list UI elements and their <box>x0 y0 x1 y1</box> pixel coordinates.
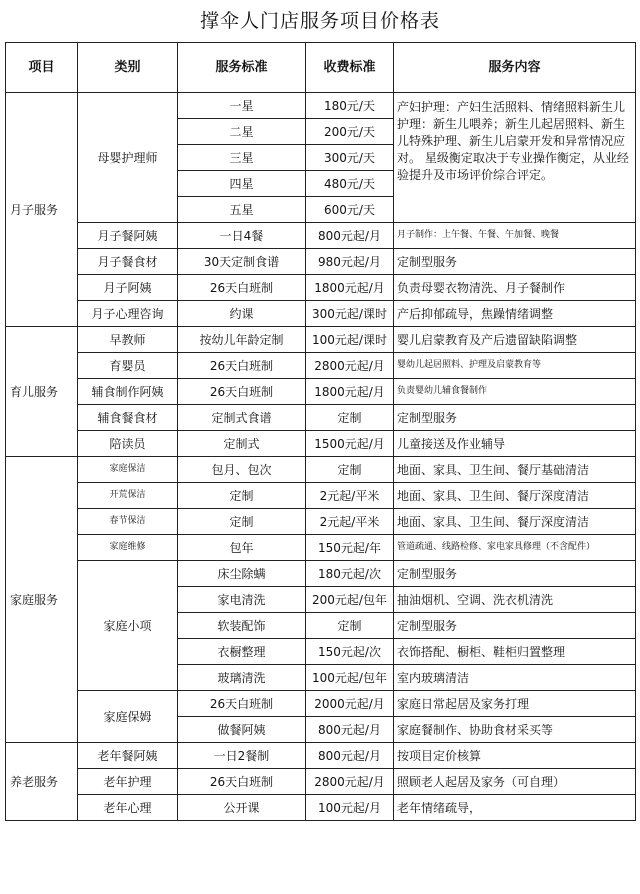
fee-cell: 800元起/月 <box>306 717 394 743</box>
content-cell: 负责婴幼儿辅食餐制作 <box>394 379 636 405</box>
category-cell: 家庭小项 <box>78 561 178 691</box>
content-cell: 定制型服务 <box>394 613 636 639</box>
table-row <box>6 509 636 535</box>
standard-cell: 一星 <box>178 93 306 119</box>
category-cell: 老年护理 <box>78 769 178 795</box>
standard-cell: 软装配饰 <box>178 613 306 639</box>
standard-cell: 26天白班制 <box>178 353 306 379</box>
category-cell: 家庭维修 <box>78 535 178 561</box>
standard-cell: 定制 <box>178 509 306 535</box>
fee-cell: 100元起/课时 <box>306 327 394 353</box>
category-cell: 陪读员 <box>78 431 178 457</box>
fee-cell: 2800元起/月 <box>306 769 394 795</box>
content-cell: 儿童接送及作业辅导 <box>394 431 636 457</box>
fee-cell: 定制 <box>306 613 394 639</box>
table-row <box>6 249 636 275</box>
content-cell: 抽油烟机、空调、洗衣机清洗 <box>394 587 636 613</box>
table-row <box>6 223 636 249</box>
fee-cell: 600元/天 <box>306 197 394 223</box>
content-cell: 照顾老人起居及家务（可自理） <box>394 769 636 795</box>
table-row <box>6 743 636 769</box>
content-cell: 管道疏通、线路检修、家电家具修理（不含配件） <box>394 535 636 561</box>
table-row <box>6 535 636 561</box>
table-row <box>6 327 636 353</box>
standard-cell: 一日4餐 <box>178 223 306 249</box>
standard-cell: 床尘除螨 <box>178 561 306 587</box>
table-row <box>6 353 636 379</box>
table-row <box>6 405 636 431</box>
standard-cell: 二星 <box>178 119 306 145</box>
fee-cell: 2800元起/月 <box>306 353 394 379</box>
standard-cell: 五星 <box>178 197 306 223</box>
content-cell: 衣饰搭配、橱柜、鞋柜归置整理 <box>394 639 636 665</box>
category-cell: 老年餐阿姨 <box>78 743 178 769</box>
standard-cell: 一日2餐制 <box>178 743 306 769</box>
section-yuezi: 月子服务 <box>6 93 78 327</box>
content-cell: 产后抑郁疏导，焦躁情绪调整 <box>394 301 636 327</box>
table-row <box>6 301 636 327</box>
standard-cell: 26天白班制 <box>178 379 306 405</box>
fee-cell: 180元/天 <box>306 93 394 119</box>
fee-cell: 2元起/平米 <box>306 509 394 535</box>
category-cell: 月子心理咨询 <box>78 301 178 327</box>
standard-cell: 家电清洗 <box>178 587 306 613</box>
category-cell: 月子阿姨 <box>78 275 178 301</box>
fee-cell: 180元起/次 <box>306 561 394 587</box>
table-row <box>6 457 636 483</box>
page-title: 撑伞人门店服务项目价格表 <box>199 10 440 32</box>
table-row <box>6 561 636 587</box>
category-cell: 春节保洁 <box>78 509 178 535</box>
standard-cell: 四星 <box>178 171 306 197</box>
fee-cell: 150元起/次 <box>306 639 394 665</box>
standard-cell: 衣橱整理 <box>178 639 306 665</box>
standard-cell: 包月、包次 <box>178 457 306 483</box>
standard-cell: 定制式 <box>178 431 306 457</box>
standard-cell: 定制式食谱 <box>178 405 306 431</box>
header-fee: 收费标准 <box>306 43 394 93</box>
header-project: 项目 <box>6 43 78 93</box>
section-yanglao: 养老服务 <box>6 743 78 821</box>
category-cell: 开荒保洁 <box>78 483 178 509</box>
standard-cell: 定制 <box>178 483 306 509</box>
fee-cell: 1800元起/月 <box>306 275 394 301</box>
content-cell: 婴幼儿起居照料、护理及启蒙教育等 <box>394 353 636 379</box>
table-row <box>6 795 636 821</box>
category-cell: 母婴护理师 <box>78 93 178 223</box>
fee-cell: 100元起/包年 <box>306 665 394 691</box>
standard-cell: 玻璃清洗 <box>178 665 306 691</box>
standard-cell: 做餐阿姨 <box>178 717 306 743</box>
fee-cell: 100元起/月 <box>306 795 394 821</box>
content-cell: 产妇护理：产妇生活照料、情绪照料新生儿护理：新生儿喂养；新生儿起居照料、新生儿特殊护理、新生儿启蒙开发和异常情况应对。 星级衡定取决于专业操作衡定，从业经验提升及市场评价综合评定。 <box>394 93 636 223</box>
category-cell: 辅食餐食材 <box>78 405 178 431</box>
section-yuer: 育儿服务 <box>6 327 78 457</box>
table-row <box>6 431 636 457</box>
standard-cell: 按幼儿年龄定制 <box>178 327 306 353</box>
category-cell: 早教师 <box>78 327 178 353</box>
content-cell: 地面、家具、卫生间、餐厅深度清洁 <box>394 483 636 509</box>
fee-cell: 1500元起/月 <box>306 431 394 457</box>
table-row <box>6 379 636 405</box>
standard-cell: 约课 <box>178 301 306 327</box>
standard-cell: 26天白班制 <box>178 691 306 717</box>
category-cell: 辅食制作阿姨 <box>78 379 178 405</box>
fee-cell: 1800元起/月 <box>306 379 394 405</box>
fee-cell: 980元起/月 <box>306 249 394 275</box>
content-cell: 负责母婴衣物清洗、月子餐制作 <box>394 275 636 301</box>
category-cell: 家庭保洁 <box>78 457 178 483</box>
fee-cell: 300元/天 <box>306 145 394 171</box>
standard-cell: 30天定制食谱 <box>178 249 306 275</box>
content-cell: 家庭餐制作、协助食材采买等 <box>394 717 636 743</box>
content-cell: 按项目定价核算 <box>394 743 636 769</box>
fee-cell: 150元起/年 <box>306 535 394 561</box>
content-cell: 老年情绪疏导， <box>394 795 636 821</box>
category-cell: 老年心理 <box>78 795 178 821</box>
standard-cell: 26天白班制 <box>178 769 306 795</box>
table-row <box>6 275 636 301</box>
fee-cell: 800元起/月 <box>306 223 394 249</box>
fee-cell: 800元起/月 <box>306 743 394 769</box>
content-cell: 月子制作：上午餐、午餐、午加餐、晚餐 <box>394 223 636 249</box>
header-content: 服务内容 <box>394 43 636 93</box>
price-table <box>5 42 636 821</box>
standard-cell: 26天白班制 <box>178 275 306 301</box>
header-row <box>6 43 636 93</box>
fee-cell: 定制 <box>306 405 394 431</box>
fee-cell: 200元/天 <box>306 119 394 145</box>
standard-cell: 公开课 <box>178 795 306 821</box>
table-row <box>6 769 636 795</box>
header-standard: 服务标准 <box>178 43 306 93</box>
section-jiating: 家庭服务 <box>6 457 78 743</box>
fee-cell: 480元/天 <box>306 171 394 197</box>
fee-cell: 200元起/包年 <box>306 587 394 613</box>
content-cell: 婴儿启蒙教育及产后遗留缺陷调整 <box>394 327 636 353</box>
table-row <box>6 483 636 509</box>
category-cell: 月子餐食材 <box>78 249 178 275</box>
content-cell: 家庭日常起居及家务打理 <box>394 691 636 717</box>
category-cell: 月子餐阿姨 <box>78 223 178 249</box>
table-row <box>6 691 636 717</box>
content-cell: 定制型服务 <box>394 561 636 587</box>
category-cell: 育婴员 <box>78 353 178 379</box>
standard-cell: 包年 <box>178 535 306 561</box>
standard-cell: 三星 <box>178 145 306 171</box>
fee-cell: 2元起/平米 <box>306 483 394 509</box>
content-cell: 定制型服务 <box>394 405 636 431</box>
fee-cell: 300元起/课时 <box>306 301 394 327</box>
table-row <box>6 93 636 119</box>
content-cell: 地面、家具、卫生间、餐厅基础清洁 <box>394 457 636 483</box>
fee-cell: 定制 <box>306 457 394 483</box>
category-cell: 家庭保姆 <box>78 691 178 743</box>
content-cell: 定制型服务 <box>394 249 636 275</box>
content-cell: 地面、家具、卫生间、餐厅深度清洁 <box>394 509 636 535</box>
fee-cell: 2000元起/月 <box>306 691 394 717</box>
header-category: 类别 <box>78 43 178 93</box>
content-cell: 室内玻璃清洁 <box>394 665 636 691</box>
